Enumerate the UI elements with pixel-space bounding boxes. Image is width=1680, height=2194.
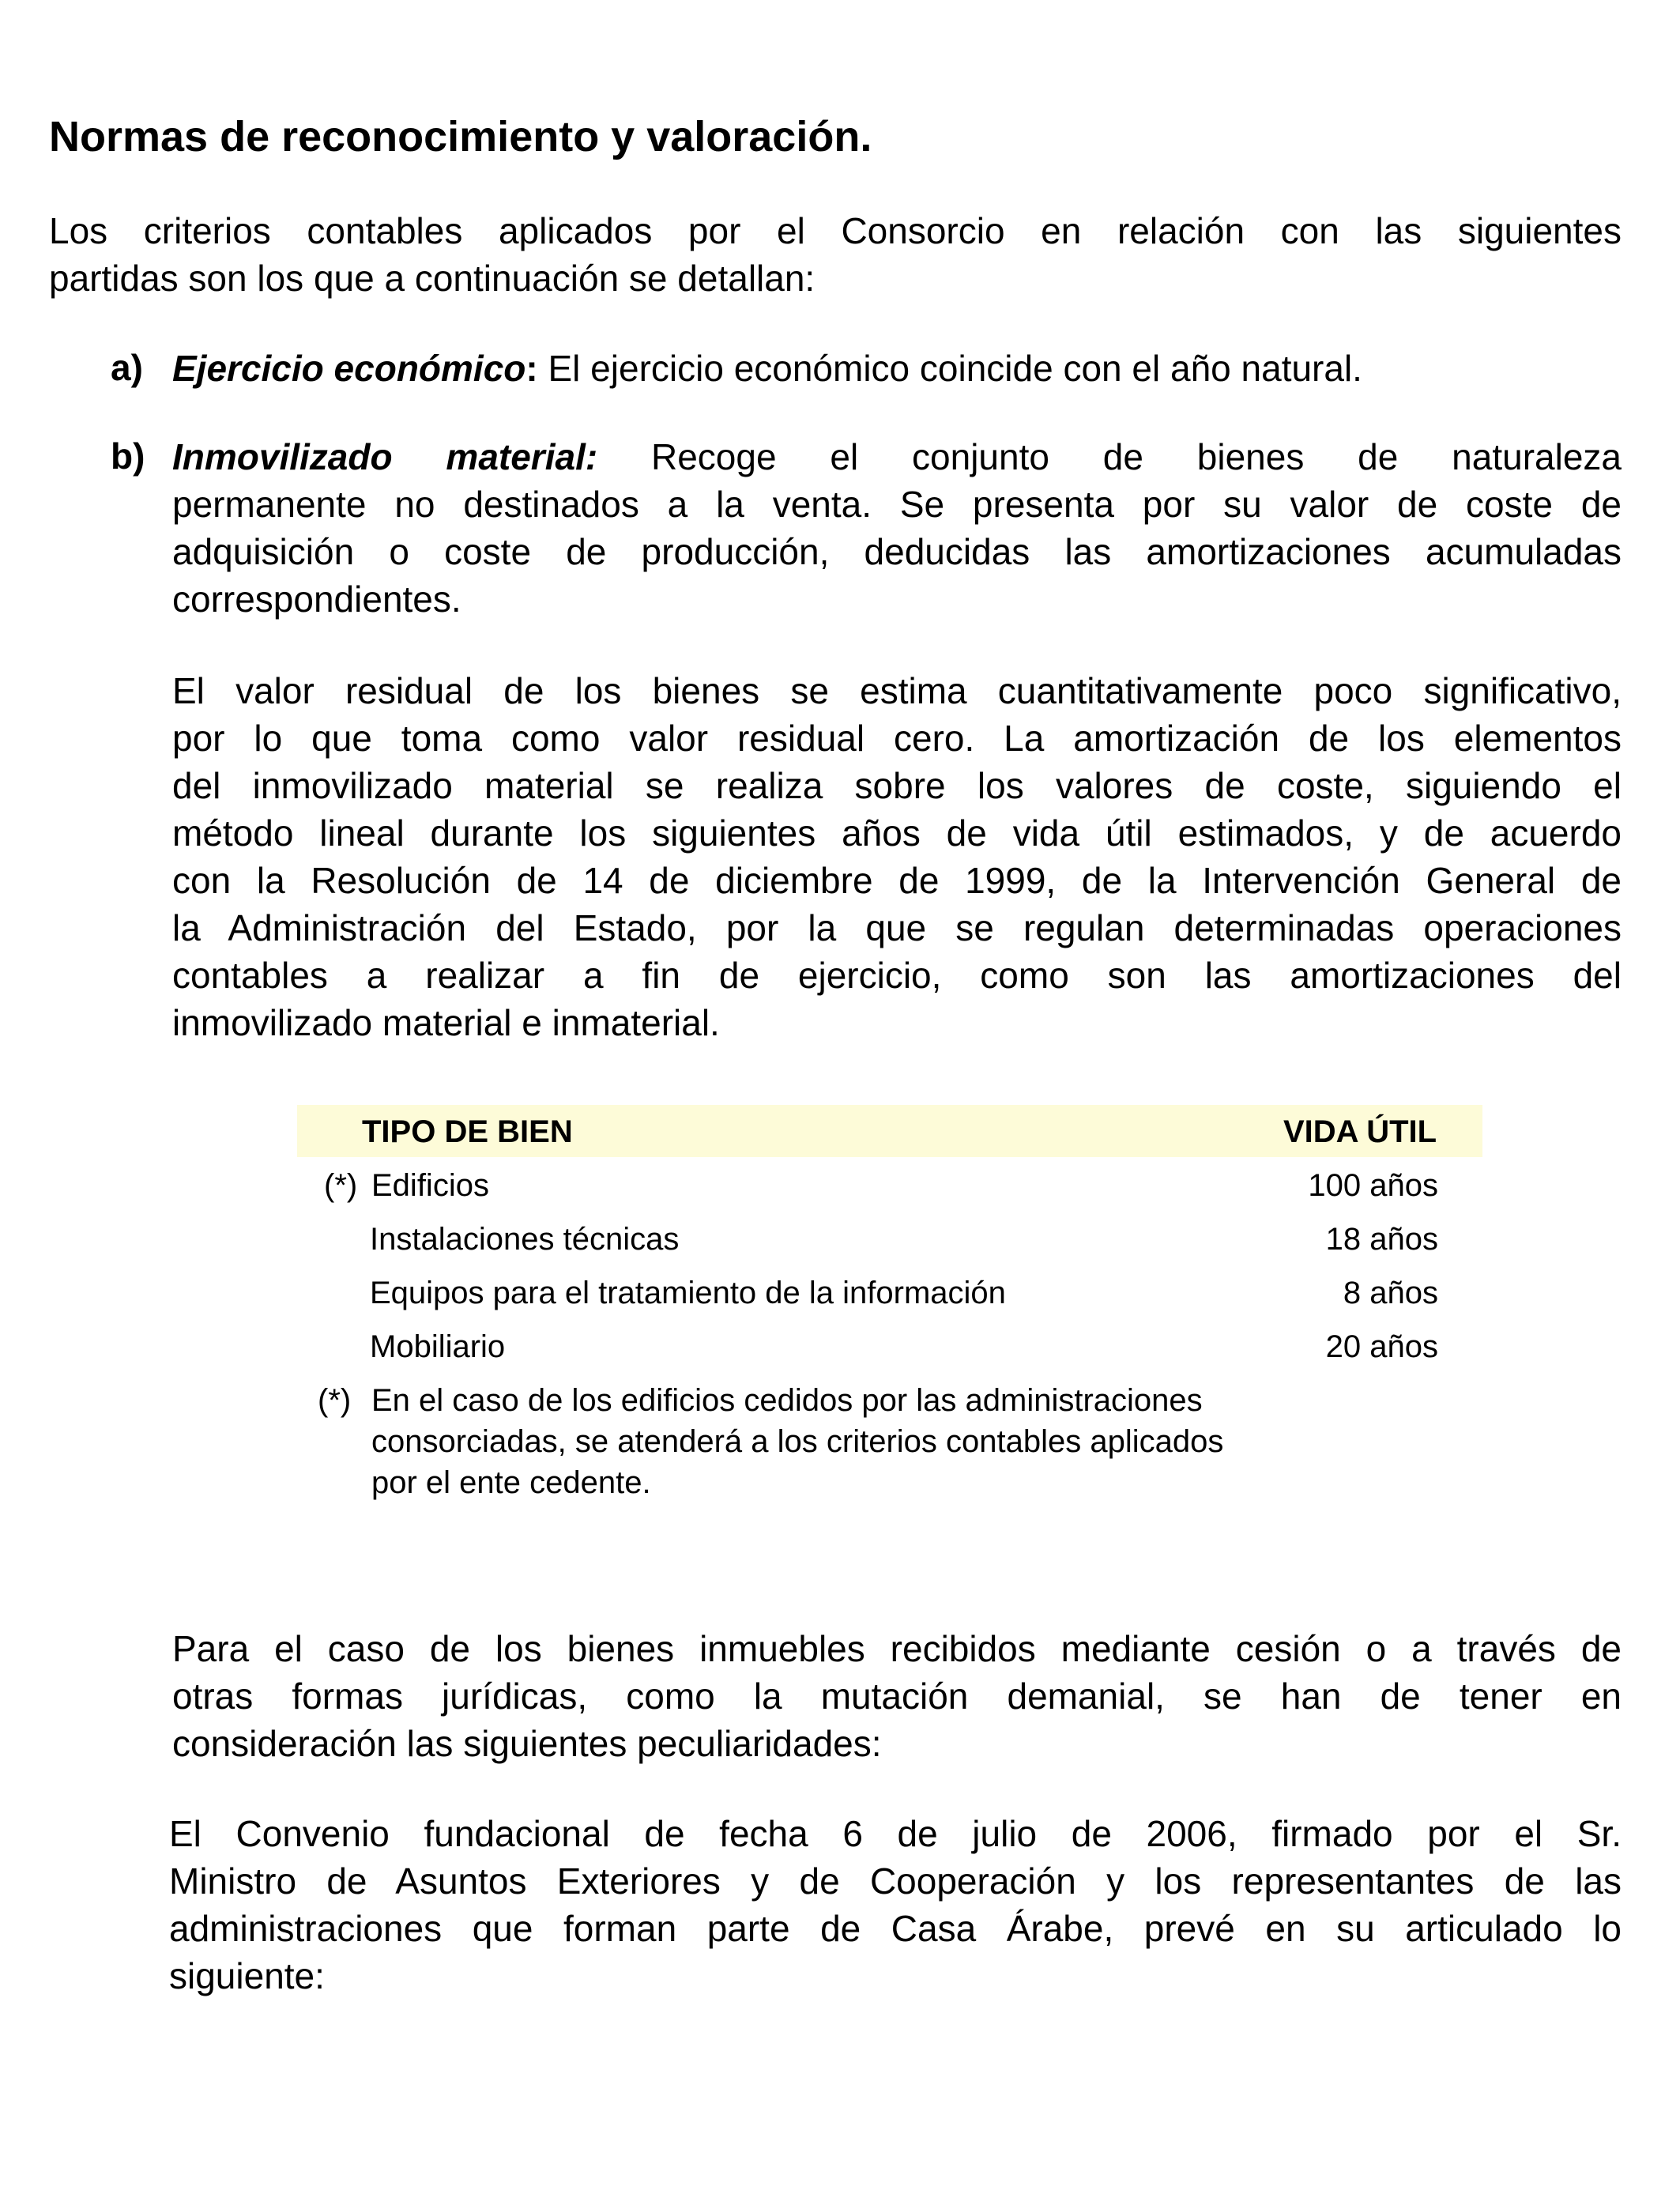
residual-line: con la Resolución de 14 de diciembre de 1999, de la Intervención General de [172,860,1622,901]
table-header-type: TIPO DE BIEN [362,1114,573,1149]
item-a-colon: : [525,348,538,389]
convenio-paragraph [169,1810,1622,2000]
table-row-prefix: (*) [324,1168,358,1203]
item-a-text [172,345,1622,392]
table-note-line: consorciadas, se atenderá a los criterios contables aplicados [371,1424,1224,1459]
item-b-line: adquisición o coste de producción, deducidas las amortizaciones acumuladas [172,531,1622,572]
table-row-label: Equipos para el tratamiento de la información [370,1276,1006,1310]
item-b-marker: b) [111,435,145,477]
residual-line: inmovilizado material e inmaterial. [172,1002,720,1043]
table-row-value: 18 años [1325,1222,1438,1257]
residual-line: método lineal durante los siguientes años de vida útil estimados, y de acuerdo [172,812,1622,854]
item-a-term: Ejercicio económico [172,348,526,389]
inmuebles-paragraph [172,1625,1622,1767]
table-row-label: Edificios [371,1168,489,1203]
inmuebles-line: consideración las siguientes peculiaridades: [172,1723,882,1764]
table-row-value: 8 años [1343,1276,1438,1310]
table-note [371,1380,1223,1503]
item-b-line: correspondientes. [172,579,461,620]
page-title: Normas de reconocimiento y valoración. [49,113,872,160]
table-header-life: VIDA ÚTIL [1283,1114,1437,1149]
item-b-term: Inmovilizado material: [172,436,598,477]
table-row-label: Instalaciones técnicas [370,1222,680,1257]
item-a-description: El ejercicio económico coincide con el año natural. [537,348,1362,389]
table-row-value: 20 años [1325,1329,1438,1364]
residual-line: contables a realizar a fin de ejercicio, como son las amortizaciones del [172,955,1622,996]
item-b-line1-rest: Recoge el conjunto de bienes de naturaleza [597,436,1622,477]
table-row-value: 100 años [1308,1168,1438,1203]
convenio-line: Ministro de Asuntos Exteriores y de Cooperación y los representantes de las [169,1860,1622,1902]
residual-line: El valor residual de los bienes se estima cuantitativamente poco significativo, [172,670,1622,711]
residual-line: la Administración del Estado, por la que se regulan determinadas operaciones [172,907,1622,948]
convenio-line: El Convenio fundacional de fecha 6 de julio de 2006, firmado por el Sr. [169,1813,1622,1854]
intro-line: partidas son los que a continuación se detallan: [49,258,816,299]
convenio-line: siguiente: [169,1955,325,1996]
table-note-line: por el ente cedente. [371,1465,651,1500]
table-note-marker: (*) [318,1383,352,1418]
item-b-text [172,433,1622,623]
item-a-marker: a) [111,347,143,388]
convenio-line: administraciones que forman parte de Casa Árabe, prevé en su articulado lo [169,1908,1622,1949]
residual-paragraph [172,667,1622,1046]
inmuebles-line: Para el caso de los bienes inmuebles recibidos mediante cesión o a través de [172,1628,1622,1669]
table-row-label: Mobiliario [370,1329,506,1364]
item-b-line: permanente no destinados a la venta. Se presenta por su valor de coste de [172,484,1622,525]
intro-line: Los criterios contables aplicados por el Consorcio en relación con las siguientes [49,210,1622,251]
intro-paragraph [49,207,1622,302]
residual-line: del inmovilizado material se realiza sobre los valores de coste, siguiendo el [172,765,1622,806]
table-note-line: En el caso de los edificios cedidos por las administraciones [371,1383,1203,1418]
item-b-line [172,433,1622,481]
residual-line: por lo que toma como valor residual cero. La amortización de los elementos [172,718,1622,759]
inmuebles-line: otras formas jurídicas, como la mutación demanial, se han de tener en [172,1676,1622,1717]
